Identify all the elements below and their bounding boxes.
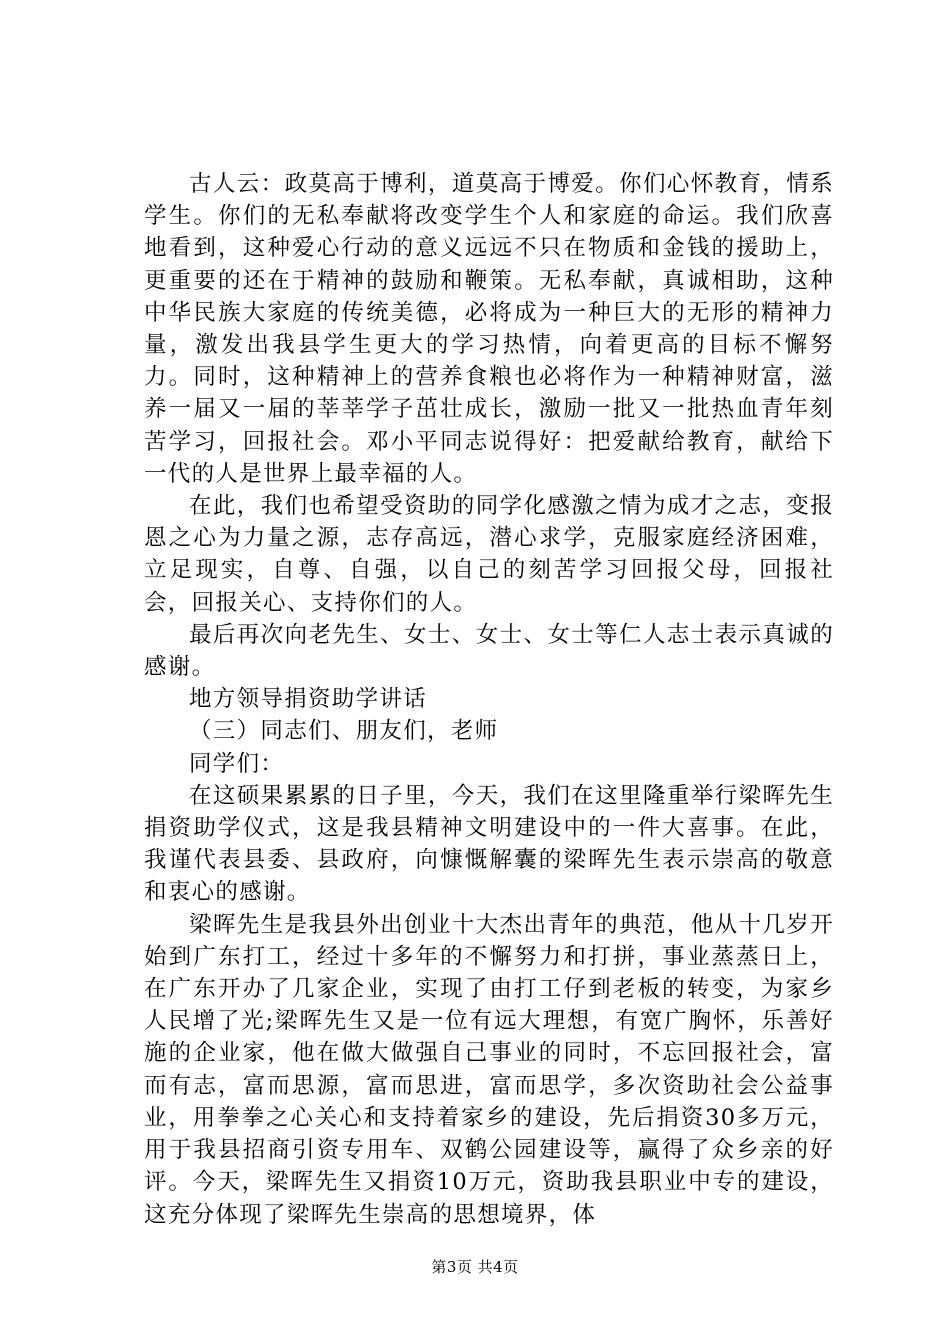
salutation-line-1: （三）同志们、朋友们，老师 [189, 718, 499, 745]
paragraph-ceremony: 在这硕果累累的日子里，今天，我们在这里隆重举行梁晖先生捐资助学仪式，这是我县精神文明建设中的一件大喜事。在此，我谨代表县委、县政府，向慷慨解囊的梁晖先生表示崇高的敬意和衷心的感谢。 [144, 782, 834, 906]
paragraph-philanthropy: 古人云：政莫高于博利，道莫高于博爱。你们心怀教育，情系学生。你们的无私奉献将改变学生个人和家庭的命运。我们欣喜地看到，这种爱心行动的意义远远不只在物质和金钱的援助上，更重要的还在于精神的鼓励和鞭策。无私奉献，真诚相助，这种中华民族大家庭的传统美德，必将成为一种巨大的无形的精神力量，激发出我县学生更大的学习热情，向着更高的目标不懈努力。同时，这种精神上的营养食粮也必将作为一种精神财富，滋养一届又一届的莘莘学子茁壮成长，激励一批又一批热血青年刻苦学习，回报社会。邓小平同志说得好：把爱献给教育，献给下一代的人是世界上最幸福的人。 [144, 171, 834, 487]
paragraph-liang-hui: 梁晖先生是我县外出创业十大杰出青年的典范，他从十几岁开始到广东打工，经过十多年的不懈努力和打拼，事业蒸蒸日上，在广东开办了几家企业，实现了由打工仔到老板的转变，为家乡人民增了光;梁晖先生又是一位有远大理想，有宽广胸怀，乐善好施的企业家，他在做大做强自己事业的同时，不忘回报社会，富而有志，富而思源，富而思进，富而思学，多次资助社会公益事业，用拳拳之心关心和支持着家乡的建设，先后捐资30多万元，用于我县招商引资专用车、双鹤公园建设等，赢得了众乡亲的好评。今天，梁晖先生又捐资10万元，资助我县职业中专的建设，这充分体现了梁晖先生崇高的思想境界，体 [144, 911, 834, 1228]
page-footer [0, 1256, 950, 1277]
section-title: 地方领导捐资助学讲话 [189, 686, 428, 713]
document-body [144, 168, 834, 1231]
page-number: 第3页 共4页 [431, 1258, 519, 1276]
salutation-line-2: 同学们： [189, 750, 285, 777]
paragraph-hope-students: 在此，我们也希望受资助的同学化感激之情为成才之志，变报恩之心为力量之源，志存高远，潜心求学，克服家庭经济困难，立足现实，自尊、自强，以自己的刻苦学习回报父母，回报社会，回报关心、支持你们的人。 [144, 493, 834, 616]
paragraph-thanks: 最后再次向老先生、女士、女士、女士等仁人志士表示真诚的感谢。 [144, 621, 834, 681]
